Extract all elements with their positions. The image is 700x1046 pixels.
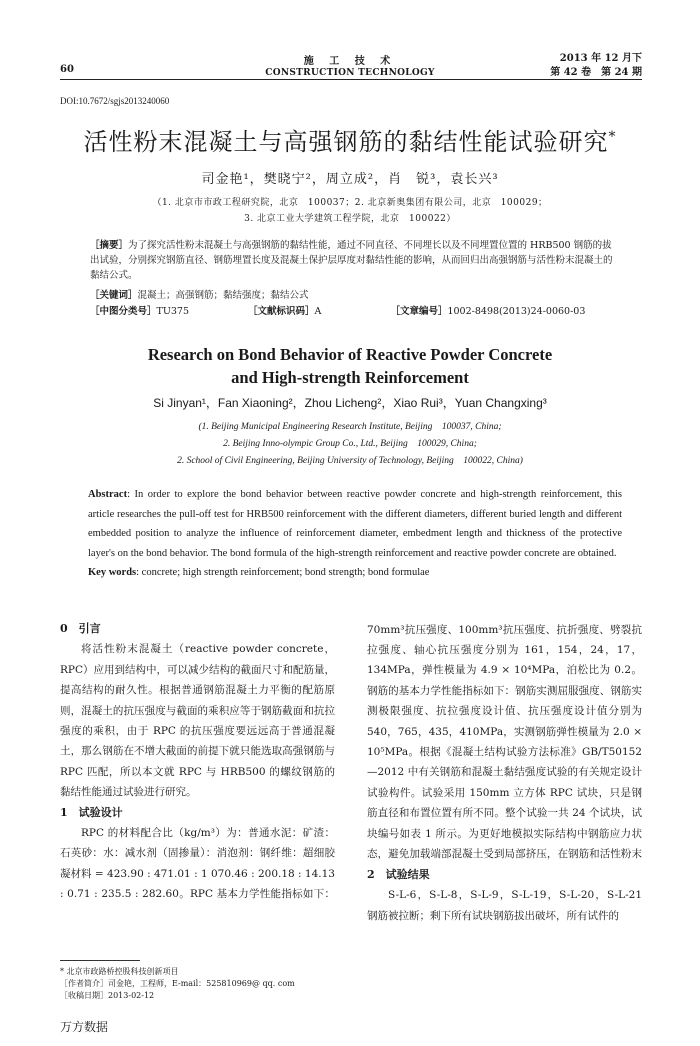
doc-code-label: ［文献标识码］: [248, 306, 315, 317]
authors-cn: 司金艳¹，樊晓宁²，周立成²，肖 锐³，袁长兴³: [201, 172, 499, 187]
section-1-paragraph-continued: 70mm³抗压强度、100mm³抗压强度、抗折强度、劈裂抗拉强度、轴心抗压强度分别为 161，154，24，17，134MPa，弹性模量为 4.9 × 10⁴MPa，泊松比为 0.2。钢筋的基本力学性能指标如下：钢筋实测屈服强度、钢筋实测极限强度、抗拉强度设计值、抗压强度设计值分别为 540，765，435，410MPa，实测钢筋弹性模量为 2.0 × 10⁵MPa。根据《混凝土结构试验方法标准》GB/T50152—2012 中有关钢筋和混凝土黏结强度试验的有关规定设计试验构件。试验采用 150mm 立方体 RPC 试块，只是钢筋直径和布置位置有所不同。整个试验一共 24 个试块，试块编号如表 1 所示。为更好地模拟实际结构中钢筋应力状态，避免加载端部混凝土受到局部挤压，在钢筋和活性粉末: [367, 623, 642, 861]
footnote-author-text: 司金艳，工程师，E-mail：525810969@ qq. com: [108, 979, 295, 988]
abstract-en-paragraph: [88, 485, 622, 563]
section-1-continuation: [367, 619, 642, 865]
clc-value: TU375: [156, 306, 189, 317]
journal-name-en: CONSTRUCTION TECHNOLOGY: [265, 68, 435, 78]
abstract-cn-label: ［摘要］: [90, 240, 129, 251]
article-number-value: 1002-8498(2013)24-0060-03: [447, 306, 586, 317]
issue-info: [550, 52, 642, 80]
issue-date: 2013 年 12 月下: [559, 53, 642, 64]
article-number-label: ［文章编号］: [390, 306, 448, 317]
abstract-en-label: Abstract: [88, 489, 128, 500]
title-en-line-2: and High-strength Reinforcement: [231, 368, 469, 387]
affiliation-cn-line-2: 3. 北京工业大学建筑工程学院，北京 100022）: [244, 214, 456, 224]
doi: DOI:10.7672/sgjs2013240060: [60, 96, 170, 106]
section-1-paragraph-start: RPC 的材料配合比（kg/m³）为：普通水泥：矿渣：石英砂：水：减水剂（固掺量）：消泡剂：钢纤维：超细胶凝材料 = 423.90 : 471.01 : 1 070.46 : 200.18 : 14.13 : 0.71 : 235.5 : 282.60。RPC 基本力学性能指标如下：: [60, 827, 335, 901]
section-2-heading: 2 试验结果: [367, 868, 430, 881]
abstract-cn-text: 为了探究活性粉末混凝土与高强钢筋的黏结性能，通过不同直径、不同埋长以及不同埋置位置的 HRB500 钢筋的拔出试验，分别探究钢筋直径、钢筋埋置长度及混凝土保护层厚度对黏结性能的影响，从而回归出高强钢筋与活性粉末混凝土的黏结公式。: [90, 240, 613, 281]
title-cn: [0, 122, 700, 157]
keywords-en: [88, 563, 622, 583]
title-cn-footnote-mark: *: [608, 129, 617, 145]
classification-line: [90, 304, 620, 319]
body-right-column: [367, 619, 642, 926]
footnote-author-label: ［作者简介］: [60, 979, 108, 988]
footnote-received: [60, 990, 295, 1002]
header-rule: [60, 79, 642, 80]
keywords-cn: [90, 288, 620, 303]
section-0-paragraph: 将活性粉末混凝土（reactive powder concrete，RPC）应用到结构中，可以减少结构的截面尺寸和配筋量，提高结构的耐久性。根据普通钢筋混凝土力平衡的配筋原则，混凝土的抗压强度与截面的乘积应等于钢筋截面和抗拉强度的乘积，由于 RPC 的抗压强度要远远高于普通混凝土，那么钢筋在不增大截面的前提下就只能选取高强钢筋与 RPC 匹配，所以本文就 RPC 与 HRB500 的螺纹钢筋的黏结性能通过试验进行研究。: [60, 643, 336, 799]
abstract-en: [88, 485, 622, 583]
issue-volume: 第 42 卷 第 24 期: [550, 67, 642, 78]
title-en: [0, 343, 700, 389]
section-1-heading: 1 试验设计: [60, 805, 123, 819]
keywords-en-label: Key words: [88, 567, 137, 578]
keywords-cn-label: ［关键词］: [90, 290, 138, 301]
title-en-line-1: Research on Bond Behavior of Reactive Powder Concrete: [147, 345, 553, 364]
footnotes: [60, 966, 295, 1002]
affiliation-en-line-3: 2. School of Civil Engineering, Beijing University of Technology, Beijing 100022, China): [177, 456, 523, 466]
journal-name-cn: 施 工 技 术: [303, 56, 397, 67]
abstract-en-text: : In order to explore the bond behavior between reactive powder concrete and high-strength reinforcement, this article researches the pull-off test for HRB500 reinforcement with the different diameters, different buried length and different embedded position to analyze the influence of reinforcement diameter, embedment length and thickness of the protective layer's on the bond behavior. The bond formula of the high-strength reinforcement and reactive powder concrete are obtained.: [88, 489, 622, 559]
title-cn-text: 活性粉末混凝土与高强钢筋的黏结性能试验研究: [83, 128, 609, 156]
authors-en: Si Jinyan¹，Fan Xiaoning²，Zhou Licheng²，Xiao Rui³，Yuan Changxing³: [153, 396, 547, 410]
watermark: 万方数据: [60, 1020, 109, 1034]
keywords-cn-text: 混凝土；高强钢筋；黏结强度；黏结公式: [137, 290, 309, 301]
footnote-received-text: 2013-02-12: [108, 991, 155, 1000]
affiliation-cn-line-1: （1. 北京市市政工程研究院，北京 100037；2. 北京新奥集团有限公司，北京 100029；: [152, 198, 548, 208]
clc-label: ［中图分类号］: [90, 306, 157, 317]
doc-code-value: A: [314, 306, 322, 317]
section-2-paragraph: S-L-6，S-L-8，S-L-9，S-L-19，S-L-20，S-L-21 钢筋被拉断；剩下所有试块钢筋拔出破坏，所有试件的: [367, 889, 642, 922]
footnote-fund: * 北京市政路桥控股科技创新项目: [60, 967, 179, 976]
footnote-author: [60, 978, 295, 990]
abstract-cn: [90, 238, 620, 283]
page-number: 60: [60, 64, 74, 75]
body-left-column: [60, 619, 335, 904]
footnote-received-label: ［收稿日期］: [60, 991, 108, 1000]
keywords-en-text: : concrete; high strength reinforcement; bond strength; bond formulae: [136, 567, 430, 578]
footnote-rule: [60, 960, 140, 961]
affiliation-en-line-2: 2. Beijing Inno-olympic Group Co., Ltd., Beijing 100029, China;: [223, 439, 477, 449]
affiliation-en-line-1: (1. Beijing Municipal Engineering Research Institute, Beijing 100037, China;: [198, 422, 502, 432]
section-0-heading: 0 引言: [60, 622, 101, 635]
